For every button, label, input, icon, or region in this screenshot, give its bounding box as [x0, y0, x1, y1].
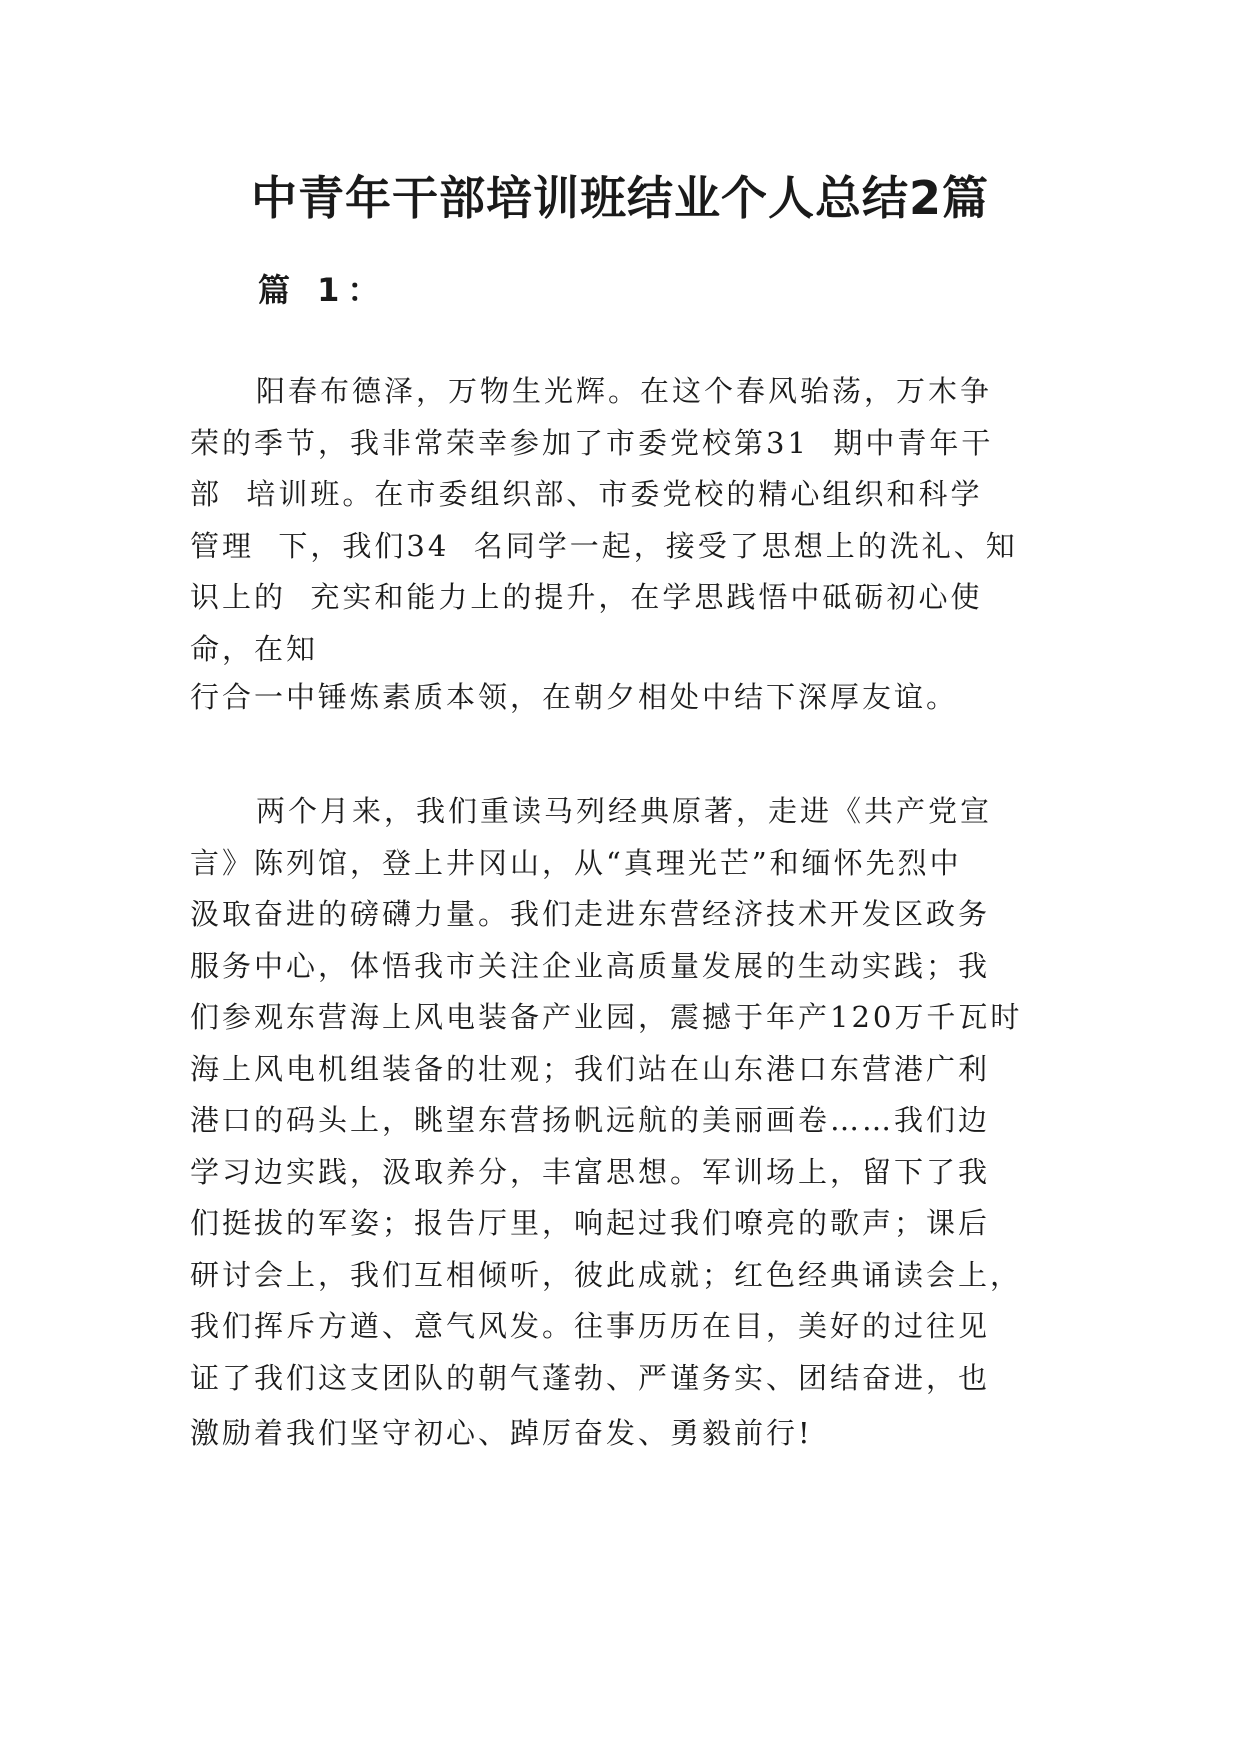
paragraph-2: [190, 786, 1070, 1404]
paragraph-line: 海上风电机组装备的壮观；我们站在山东港口东营港广利: [190, 1051, 991, 1086]
paragraph-line: 服务中心，体悟我市关注企业高质量发展的生动实践；我: [190, 948, 991, 983]
section-label: 篇 1：: [258, 271, 388, 309]
paragraph-line: 我们挥斥方遒、意气风发。往事历历在目，美好的过往见: [190, 1309, 991, 1343]
paragraph-2-continued: [190, 1408, 1070, 1460]
paragraph-line: 行合一中锤炼素质本领，在朝夕相处中结下深厚友谊。: [190, 680, 959, 714]
paragraph-line: 证了我们这支团队的朝气蓬勃、严谨务实、团结奋进，也: [190, 1360, 991, 1395]
paragraph-line: 汲取奋进的磅礴力量。我们走进东营经济技术开发区政务: [190, 897, 991, 931]
paragraph-line: 言》陈列馆，登上井冈山，从“真理光芒”和缅怀先烈中: [190, 845, 962, 880]
paragraph-line: 港口的码头上，眺望东营扬帆远航的美丽画卷……我们边: [190, 1103, 991, 1137]
paragraph-line: 激励着我们坚守初心、踔厉奋发、勇毅前行!: [190, 1416, 813, 1450]
paragraph-line: 研讨会上，我们互相倾听，彼此成就；红色经典诵读会上，: [190, 1257, 1023, 1292]
paragraph-line: 阳春布德泽，万物生光辉。在这个春风骀荡，万木争: [256, 374, 993, 408]
paragraph-line: 学习边实践，汲取养分，丰富思想。军训场上，留下了我: [190, 1154, 991, 1189]
paragraph-line: 们挺拔的军姿；报告厅里，响起过我们嘹亮的歌声；课后: [190, 1206, 991, 1240]
paragraph-line: 命，在知: [190, 631, 319, 666]
paragraph-line: 部 培训班。在市委组织部、市委党校的精心组织和科学: [190, 477, 983, 511]
paragraph-line: 识上的 充实和能力上的提升，在学思践悟中砥砺初心使: [190, 580, 983, 614]
paragraph-line: 管理 下，我们34 名同学一起，接受了思想上的洗礼、知: [190, 528, 1018, 563]
document-title: 中青年干部培训班结业个人总结2篇: [250, 171, 989, 225]
paragraph-line: 两个月来，我们重读马列经典原著，走进《共产党宣: [256, 794, 993, 828]
paragraph-1-continued: [190, 672, 1070, 724]
paragraph-1: [190, 366, 1070, 675]
paragraph-line: 荣的季节，我非常荣幸参加了市委党校第31 期中青年干: [190, 425, 994, 460]
paragraph-line: 们参观东营海上风电装备产业园，震撼于年产120万千瓦时: [190, 1000, 1023, 1034]
